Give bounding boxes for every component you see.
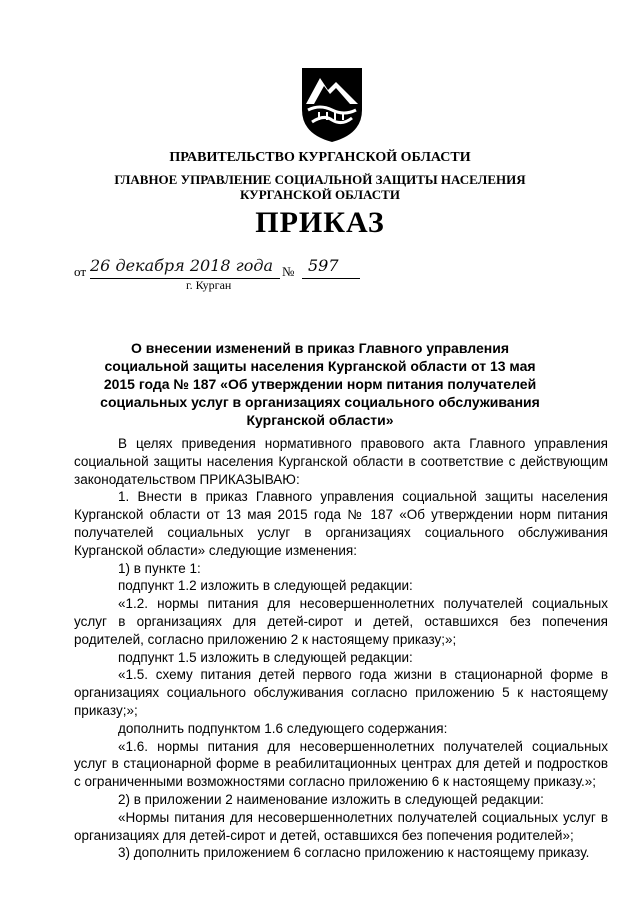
paragraph-preamble: В целях приведения нормативного правового акта Главного управления социальной защиты населения Курганской области в соответствие с действующим законодательством ПРИКАЗЫВАЮ: <box>74 436 608 487</box>
paragraph-item-1: 1. Внести в приказ Главного управления социальной защиты населения Курганской области от 13 мая 2015 года № 187 «Об утверждении норм питания получателей социальных услуг в организациях социального обслуживания Курганской области» следующие изменения: <box>74 489 608 558</box>
paragraph-annex-2-title: «Нормы питания для несовершеннолетних получателей социальных услуг в организациях для детей-сирот и детей, оставшихся без попечения родителей»; <box>74 809 608 843</box>
number-underline <box>302 278 360 279</box>
document-title: ПРИКАЗ <box>255 206 385 239</box>
paragraph-subpoint-1-2: «1.2. нормы питания для несовершеннолетних получателей социальных услуг в организациях для детей-сирот и детей, оставшихся без попечения родителей, согласно приложению 2 к настоящему приказу;»; <box>74 596 608 647</box>
paragraph-subpoint-1-6: «1.6. нормы питания для несовершеннолетних получателей социальных услуг в стационарной форме в реабилитационных центрах для детей и подростков с ограниченными возможностями согласно приложению 6 к настоящему приказу.»; <box>74 738 608 790</box>
order-subject: О внесении изменений в приказ Главного управления социальной защиты населения Курганской области от 13 мая 2015 года № 187 «Об утверждении норм питания получателей социальных услуг в организациях социального обслуживания Курганской области» <box>100 340 540 428</box>
department-name-line1: ГЛАВНОЕ УПРАВЛЕНИЕ СОЦИАЛЬНОЙ ЗАЩИТЫ НАСЕЛЕНИЯ <box>114 172 526 187</box>
city: г. Курган <box>186 278 232 292</box>
dateline <box>74 256 374 296</box>
paragraph-subpoint-1-6-intro: дополнить подпунктом 1.6 следующего содержания: <box>118 720 448 736</box>
number-label: № <box>282 264 295 279</box>
paragraph-subpoint-1-5-intro: подпункт 1.5 изложить в следующей редакции: <box>118 649 413 665</box>
coat-of-arms-icon <box>296 64 368 144</box>
government-name: ПРАВИТЕЛЬСТВО КУРГАНСКОЙ ОБЛАСТИ <box>169 150 471 165</box>
paragraph-subitem-2: 2) в приложении 2 наименование изложить в следующей редакции: <box>118 791 544 807</box>
date-underline <box>90 278 280 279</box>
handwritten-date: 26 декабря 2018 года <box>90 256 274 275</box>
paragraph-subpoint-1-5: «1.5. схему питания детей первого года жизни в стационарной форме в организациях социального обслуживания согласно приложению 5 к настоящему приказу;»; <box>74 667 608 718</box>
date-prefix: от <box>74 264 87 279</box>
paragraph-subitem-1: 1) в пункте 1: <box>118 560 201 576</box>
paragraph-subpoint-1-2-intro: подпункт 1.2 изложить в следующей редакции: <box>118 578 413 594</box>
paragraph-subitem-3: 3) дополнить приложением 6 согласно приложению к настоящему приказу. <box>118 845 590 861</box>
department-name-line2: КУРГАНСКОЙ ОБЛАСТИ <box>240 187 400 202</box>
order-body <box>74 435 608 862</box>
handwritten-number: 597 <box>308 256 339 275</box>
